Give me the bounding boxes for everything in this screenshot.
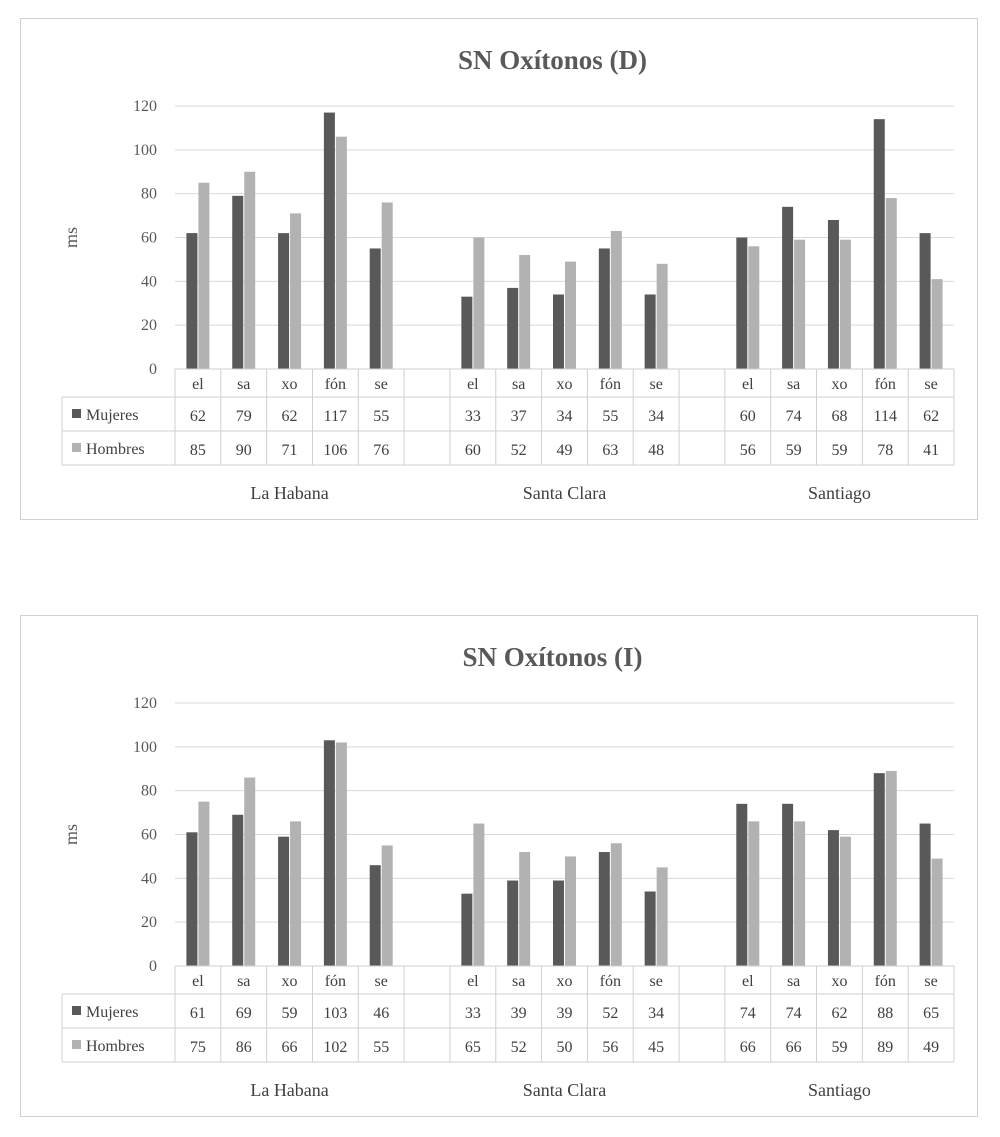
bar-hombres: [794, 240, 805, 369]
bar-mujeres: [874, 119, 885, 369]
bar-hombres: [244, 778, 255, 966]
group-label: La Habana: [250, 483, 329, 503]
data-value: 37: [510, 408, 527, 425]
data-value: 59: [281, 1005, 298, 1022]
data-value: 66: [281, 1039, 298, 1056]
bar-mujeres: [232, 815, 243, 966]
bar-hombres: [382, 845, 393, 966]
category-label: el: [742, 376, 754, 393]
data-value: 39: [510, 1005, 527, 1022]
bar-hombres: [794, 821, 805, 966]
data-value: 76: [373, 442, 390, 459]
bar-hombres: [473, 238, 484, 370]
category-label: sa: [512, 973, 526, 990]
bar-hombres: [657, 264, 668, 369]
data-value: 78: [877, 442, 894, 459]
data-value: 60: [464, 442, 481, 459]
bar-mujeres: [507, 288, 518, 369]
data-value: 75: [189, 1039, 206, 1056]
data-value: 62: [831, 1005, 848, 1022]
bar-mujeres: [232, 196, 243, 369]
category-label: el: [467, 376, 479, 393]
bar-mujeres: [782, 207, 793, 369]
data-value: 55: [602, 408, 619, 425]
data-value: 88: [877, 1005, 894, 1022]
y-tick-label: 120: [133, 695, 157, 712]
data-value: 62: [923, 408, 940, 425]
legend-label: Hombres: [86, 441, 145, 458]
data-value: 62: [189, 408, 206, 425]
data-value: 41: [923, 442, 940, 459]
data-value: 89: [877, 1039, 894, 1056]
y-axis-title: ms: [61, 226, 81, 249]
bar-hombres: [565, 262, 576, 369]
data-value: 74: [785, 408, 802, 425]
data-value: 86: [235, 1039, 252, 1056]
bar-hombres: [290, 213, 301, 369]
category-label: fón: [324, 376, 347, 393]
bar-hombres: [519, 255, 530, 369]
category-label: sa: [237, 973, 251, 990]
data-value: 39: [556, 1005, 573, 1022]
bar-hombres: [748, 246, 759, 369]
bar-hombres: [657, 867, 668, 966]
data-value: 59: [831, 1039, 848, 1056]
bar-mujeres: [186, 832, 197, 966]
data-value: 46: [373, 1005, 390, 1022]
bar-mujeres: [645, 891, 656, 966]
data-value: 34: [648, 408, 665, 425]
bar-mujeres: [324, 740, 335, 966]
bar-hombres: [611, 231, 622, 369]
bar-mujeres: [553, 881, 564, 966]
data-value: 71: [281, 442, 298, 459]
data-value: 114: [873, 408, 897, 425]
data-value: 85: [189, 442, 206, 459]
bar-hombres: [336, 742, 347, 966]
legend-key: [72, 443, 81, 452]
data-value: 52: [510, 442, 527, 459]
category-label: se: [924, 376, 938, 393]
group-label: La Habana: [250, 1080, 329, 1100]
category-label: fón: [874, 376, 896, 393]
category-label: sa: [786, 376, 801, 393]
data-value: 68: [831, 408, 848, 425]
bar-mujeres: [920, 824, 931, 966]
data-value: 59: [831, 442, 848, 459]
category-label: fón: [874, 973, 896, 990]
y-tick-label: 80: [141, 185, 157, 203]
y-tick-label: 80: [141, 782, 157, 800]
bar-hombres: [519, 852, 530, 966]
y-tick-label: 0: [149, 958, 157, 975]
chart-svg-top: [21, 19, 979, 521]
bar-mujeres: [278, 233, 289, 369]
y-tick-label: 40: [141, 273, 157, 291]
bar-hombres: [244, 172, 255, 369]
data-value: 33: [464, 1005, 481, 1022]
data-value: 55: [373, 408, 390, 425]
bar-mujeres: [553, 294, 564, 369]
chart-panel-top: [20, 18, 978, 520]
data-value: 52: [510, 1039, 527, 1056]
data-value: 52: [602, 1005, 619, 1022]
bar-hombres: [473, 824, 484, 966]
data-value: 65: [923, 1005, 940, 1022]
category-label: sa: [786, 973, 801, 990]
category-label: se: [374, 973, 388, 990]
y-tick-label: 100: [133, 738, 157, 756]
legend-label: Mujeres: [86, 407, 139, 424]
bar-hombres: [336, 137, 347, 369]
bar-mujeres: [461, 894, 472, 966]
legend-key: [72, 1040, 81, 1049]
data-value: 33: [464, 408, 481, 425]
bar-mujeres: [370, 865, 381, 966]
data-value: 62: [281, 408, 298, 425]
category-label: se: [924, 973, 938, 990]
category-label: se: [374, 376, 388, 393]
bar-mujeres: [920, 233, 931, 369]
data-value: 106: [323, 442, 348, 459]
bar-hombres: [840, 240, 851, 369]
data-value: 117: [323, 408, 348, 425]
bar-hombres: [886, 771, 897, 966]
bar-mujeres: [461, 297, 472, 369]
data-value: 90: [235, 442, 252, 459]
category-label: xo: [831, 973, 848, 990]
category-label: el: [192, 973, 204, 990]
data-value: 74: [785, 1005, 802, 1022]
bar-mujeres: [736, 804, 747, 966]
chart-title: SN Oxítonos (I): [462, 642, 643, 672]
category-label: el: [467, 973, 479, 990]
bar-mujeres: [599, 852, 610, 966]
y-axis-title: ms: [61, 823, 81, 846]
data-value: 59: [785, 442, 802, 459]
legend-label: Hombres: [86, 1038, 145, 1055]
category-label: xo: [831, 376, 848, 393]
bar-hombres: [290, 821, 301, 966]
category-label: fón: [324, 973, 347, 990]
data-value: 34: [648, 1005, 665, 1022]
legend-key: [72, 409, 81, 418]
data-value: 34: [556, 408, 573, 425]
bar-hombres: [932, 859, 943, 966]
bar-mujeres: [599, 248, 610, 369]
group-label: Santiago: [807, 483, 871, 503]
y-tick-label: 20: [141, 914, 157, 932]
data-value: 49: [556, 442, 573, 459]
bar-mujeres: [370, 248, 381, 369]
bar-mujeres: [828, 220, 839, 369]
bar-mujeres: [324, 113, 335, 369]
bar-hombres: [382, 202, 393, 369]
y-tick-label: 0: [149, 361, 157, 378]
data-value: 103: [323, 1005, 348, 1022]
category-label: el: [742, 973, 754, 990]
legend-key: [72, 1006, 81, 1015]
data-value: 55: [373, 1039, 390, 1056]
category-label: se: [649, 973, 663, 990]
bar-mujeres: [507, 881, 518, 966]
bar-mujeres: [736, 238, 747, 370]
category-label: xo: [281, 376, 298, 393]
bar-mujeres: [645, 294, 656, 369]
category-label: xo: [281, 973, 298, 990]
bar-hombres: [198, 183, 209, 369]
category-label: xo: [556, 973, 573, 990]
y-tick-label: 20: [141, 317, 157, 335]
data-value: 65: [464, 1039, 481, 1056]
bar-hombres: [565, 856, 576, 966]
data-value: 48: [648, 442, 665, 459]
data-value: 66: [785, 1039, 802, 1056]
bar-mujeres: [782, 804, 793, 966]
data-value: 50: [556, 1039, 573, 1056]
y-tick-label: 120: [133, 98, 157, 115]
data-value: 45: [648, 1039, 665, 1056]
y-tick-label: 100: [133, 141, 157, 159]
bar-mujeres: [874, 773, 885, 966]
bar-hombres: [198, 802, 209, 966]
bar-mujeres: [828, 830, 839, 966]
category-label: fón: [599, 376, 621, 393]
bar-hombres: [611, 843, 622, 966]
category-label: el: [192, 376, 204, 393]
data-value: 79: [235, 408, 252, 425]
category-label: sa: [237, 376, 251, 393]
data-value: 102: [323, 1039, 348, 1056]
data-value: 56: [602, 1039, 619, 1056]
data-value: 61: [189, 1005, 206, 1022]
group-label: Santa Clara: [522, 1080, 607, 1100]
bar-hombres: [748, 821, 759, 966]
data-value: 49: [923, 1039, 940, 1056]
bar-hombres: [840, 837, 851, 966]
data-value: 63: [602, 442, 619, 459]
bar-hombres: [886, 198, 897, 369]
group-label: Santa Clara: [522, 483, 607, 503]
category-label: se: [649, 376, 663, 393]
data-value: 69: [235, 1005, 252, 1022]
category-label: fón: [599, 973, 621, 990]
data-value: 56: [739, 442, 756, 459]
chart-panel-bottom: [20, 615, 978, 1117]
bar-hombres: [932, 279, 943, 369]
y-tick-label: 60: [141, 826, 157, 844]
bar-mujeres: [278, 837, 289, 966]
data-value: 60: [739, 408, 756, 425]
bar-mujeres: [186, 233, 197, 369]
data-value: 66: [739, 1039, 756, 1056]
data-value: 74: [739, 1005, 756, 1022]
group-label: Santiago: [807, 1080, 871, 1100]
legend-label: Mujeres: [86, 1004, 139, 1021]
chart-svg-bottom: [21, 616, 979, 1118]
y-tick-label: 60: [141, 229, 157, 247]
category-label: sa: [512, 376, 526, 393]
category-label: xo: [556, 376, 573, 393]
chart-title: SN Oxítonos (D): [457, 45, 648, 75]
y-tick-label: 40: [141, 870, 157, 888]
